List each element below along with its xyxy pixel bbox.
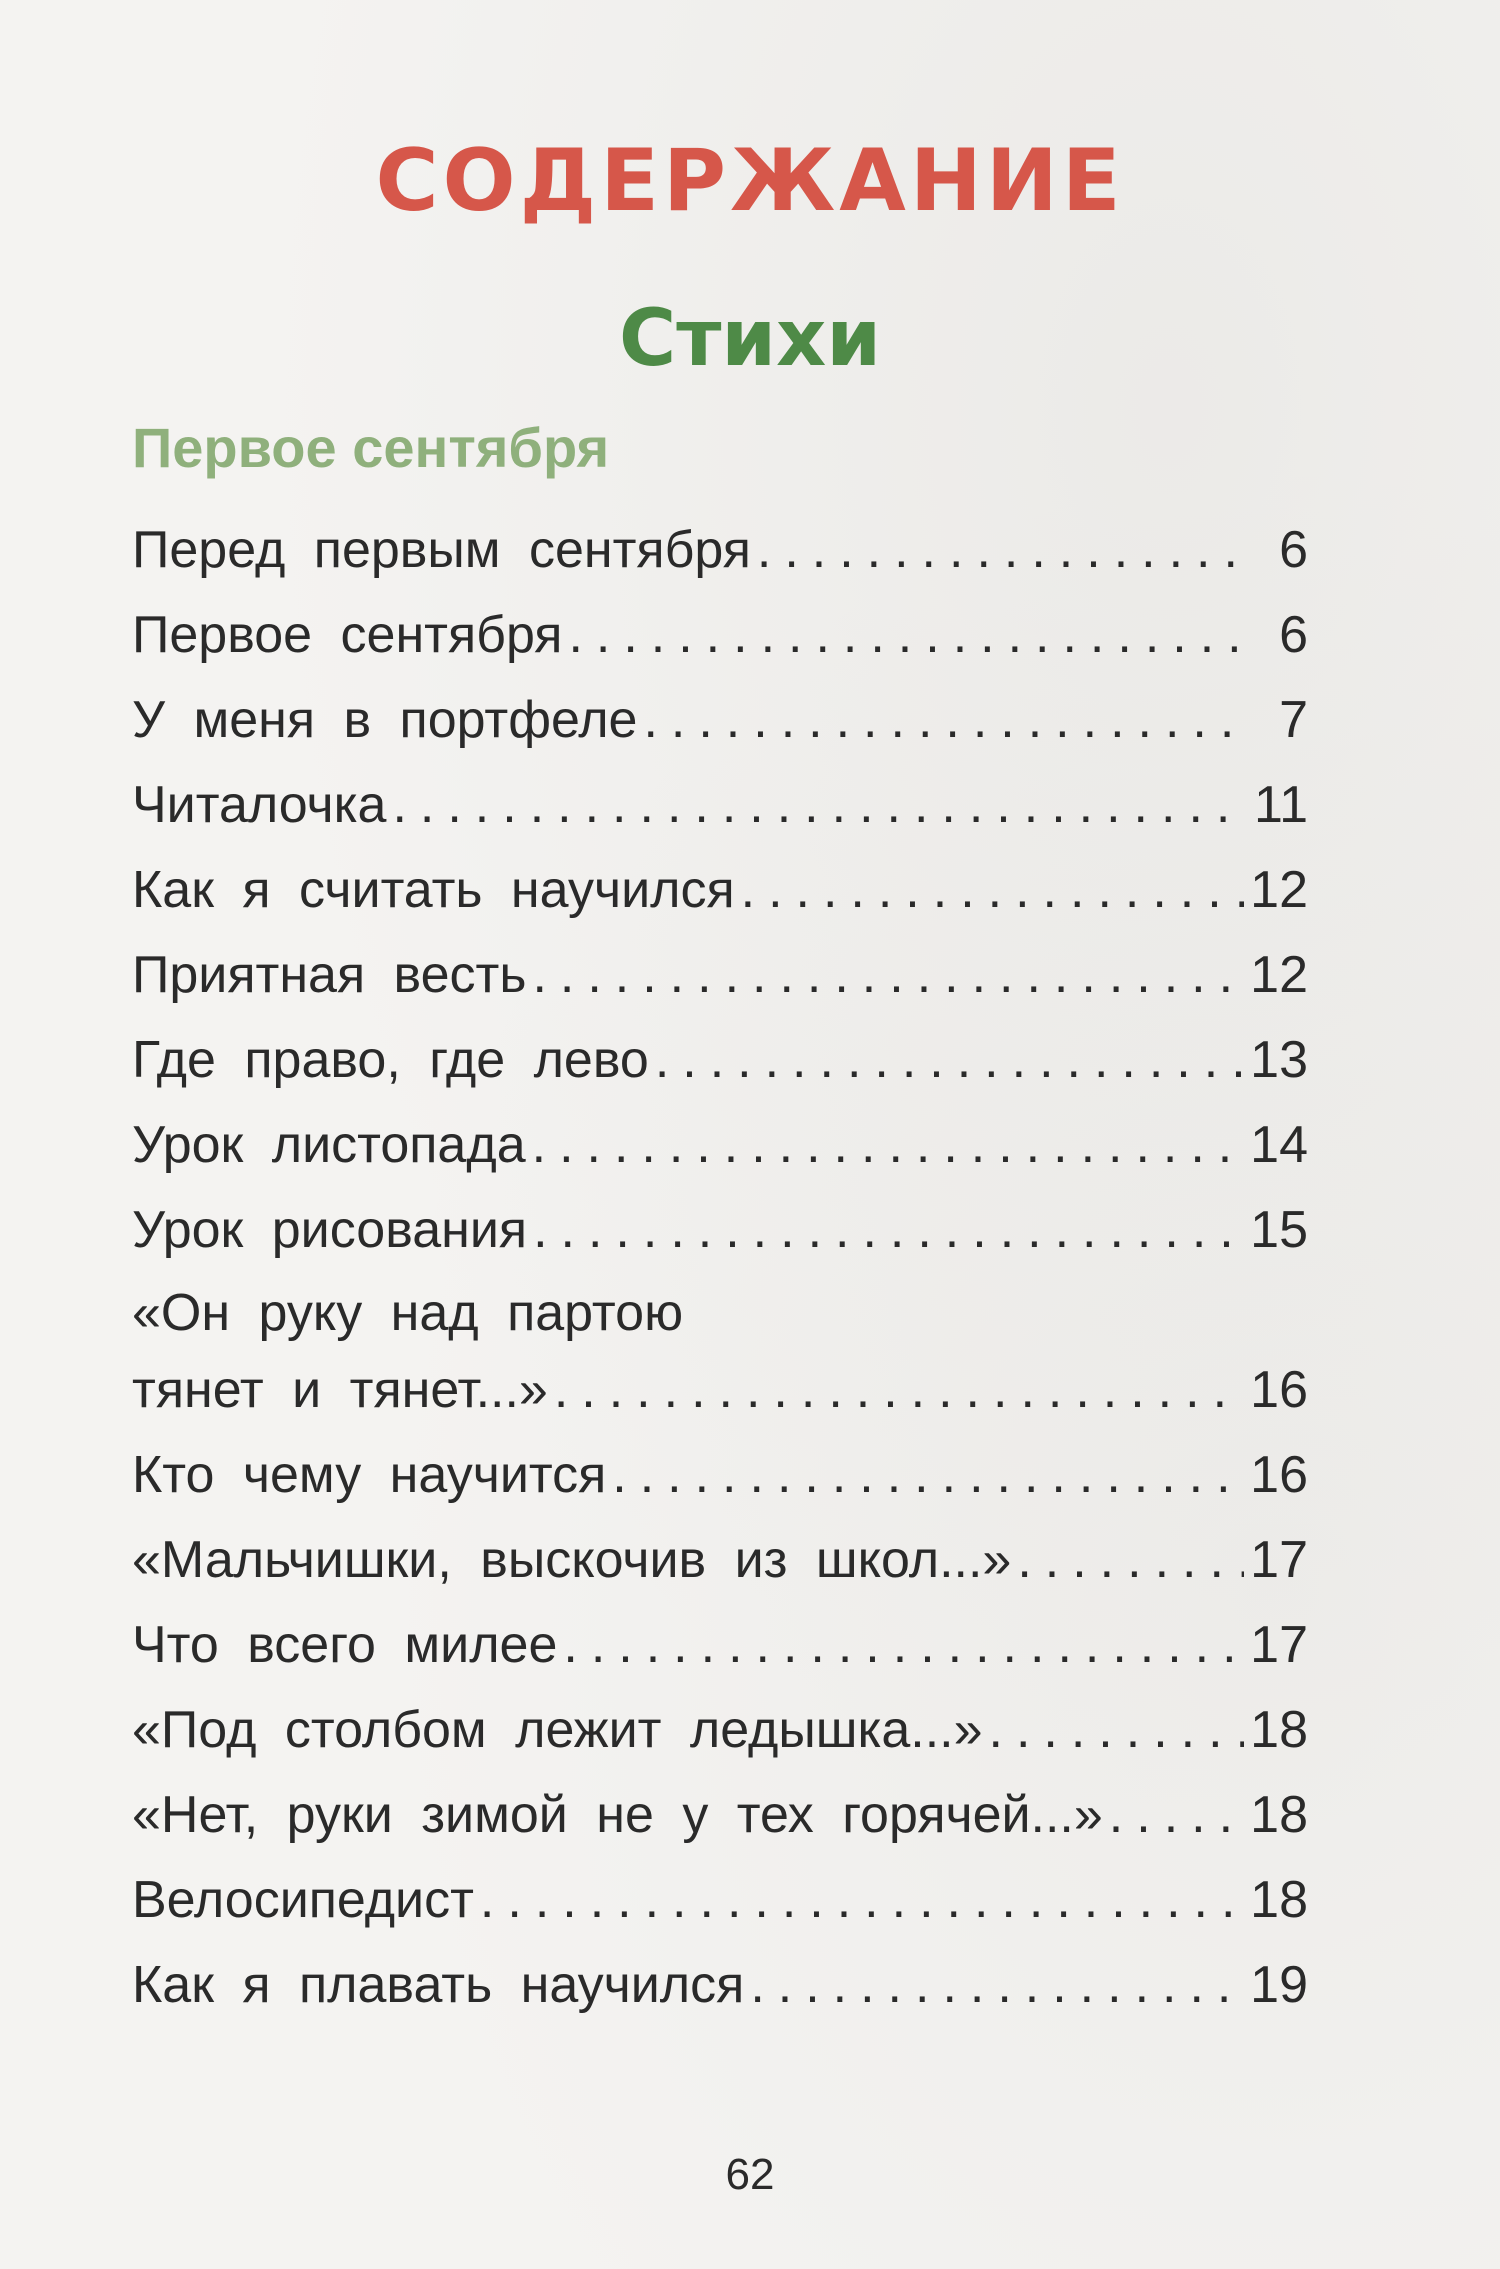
- toc-entry: [132, 678, 1308, 763]
- toc-entry-title: Где право, где лево: [132, 1031, 649, 1089]
- toc-entry: [132, 1858, 1308, 1943]
- toc-entry: [132, 1018, 1308, 1103]
- toc-entry-title: У меня в портфеле: [132, 691, 638, 749]
- toc-entry-page: 15: [1250, 1201, 1308, 1259]
- toc-entry: [132, 763, 1308, 848]
- toc-entry-page: 18: [1250, 1701, 1308, 1759]
- toc-entry-page: 11: [1254, 776, 1308, 834]
- page-number: 62: [725, 2150, 775, 2199]
- section-heading: Первое сентября: [132, 416, 610, 479]
- toc-entry-title: Приятная весть: [132, 946, 527, 1004]
- toc-entry-page: 14: [1250, 1116, 1308, 1174]
- toc-entry-page: 16: [1250, 1361, 1308, 1419]
- toc-entry: [132, 1433, 1308, 1518]
- toc-entry-title: Урок листопада: [132, 1116, 526, 1174]
- toc-entry-title-line1: «Он руку над партою: [132, 1284, 684, 1342]
- dot-leader: [643, 678, 1252, 763]
- toc-entry-title: «Нет, руки зимой не у тех горячей...»: [132, 1786, 1103, 1844]
- toc-entry-title: Что всего милее: [132, 1616, 558, 1674]
- table-of-contents: [132, 508, 1308, 2028]
- dot-leader: [989, 1688, 1245, 1773]
- toc-entry-title-line2: тянет и тянет...»: [132, 1361, 548, 1419]
- toc-entry-title: Как я считать научился: [132, 861, 735, 919]
- toc-entry: [132, 1273, 1308, 1433]
- toc-entry-page: 16: [1250, 1446, 1308, 1504]
- dot-leader: [532, 1103, 1245, 1188]
- toc-entry: [132, 1103, 1308, 1188]
- toc-entry-title: Велосипедист: [132, 1871, 474, 1929]
- toc-entry-page: 18: [1250, 1786, 1308, 1844]
- dot-leader: [554, 1348, 1244, 1433]
- toc-entry-page: 17: [1250, 1616, 1308, 1674]
- dot-leader: [655, 1018, 1244, 1103]
- poems-heading: Стихи: [618, 294, 882, 384]
- toc-entry-title: «Мальчишки, выскочив из школ...»: [132, 1531, 1012, 1589]
- dot-leader: [1017, 1518, 1244, 1603]
- dot-leader: [757, 508, 1252, 593]
- toc-entry-title: Как я плавать научился: [132, 1956, 745, 2014]
- toc-entry-page: 6: [1279, 606, 1308, 664]
- dot-leader: [563, 1603, 1244, 1688]
- contents-heading: СОДЕРЖАНИЕ: [375, 131, 1125, 231]
- toc-entry: [132, 848, 1308, 933]
- toc-entry: [132, 1943, 1308, 2028]
- dot-leader: [392, 763, 1248, 848]
- toc-entry: [132, 508, 1308, 593]
- toc-entry: [132, 1603, 1308, 1688]
- toc-entry: [132, 933, 1308, 1018]
- dot-leader: [741, 848, 1245, 933]
- toc-entry-page: 18: [1250, 1871, 1308, 1929]
- toc-entry-page: 6: [1279, 521, 1308, 579]
- toc-entry-title: Читалочка: [132, 776, 387, 834]
- dot-leader: [480, 1858, 1244, 1943]
- toc-entry-page: 12: [1250, 861, 1308, 919]
- toc-entry-page: 13: [1250, 1031, 1308, 1089]
- dot-leader: [750, 1943, 1244, 2028]
- toc-entry: [132, 1773, 1308, 1858]
- toc-entry-page: 19: [1250, 1956, 1308, 2014]
- dot-leader: [1109, 1773, 1244, 1858]
- toc-entry-page: 17: [1250, 1531, 1308, 1589]
- toc-entry: [132, 1188, 1308, 1273]
- toc-entry-title: Урок рисования: [132, 1201, 528, 1259]
- dot-leader: [568, 593, 1252, 678]
- toc-entry-title: Кто чему научится: [132, 1446, 607, 1504]
- toc-entry-title: Перед первым сентября: [132, 521, 751, 579]
- toc-entry-title: Первое сентября: [132, 606, 563, 664]
- toc-entry-line2: [132, 1348, 1308, 1433]
- toc-entry: [132, 1688, 1308, 1773]
- dot-leader: [533, 1188, 1244, 1273]
- dot-leader: [612, 1433, 1244, 1518]
- toc-entry: [132, 593, 1308, 678]
- toc-entry-title: «Под столбом лежит ледышка...»: [132, 1701, 983, 1759]
- toc-entry-page: 12: [1250, 946, 1308, 1004]
- toc-entry-page: 7: [1279, 691, 1308, 749]
- toc-entry: [132, 1518, 1308, 1603]
- dot-leader: [532, 933, 1244, 1018]
